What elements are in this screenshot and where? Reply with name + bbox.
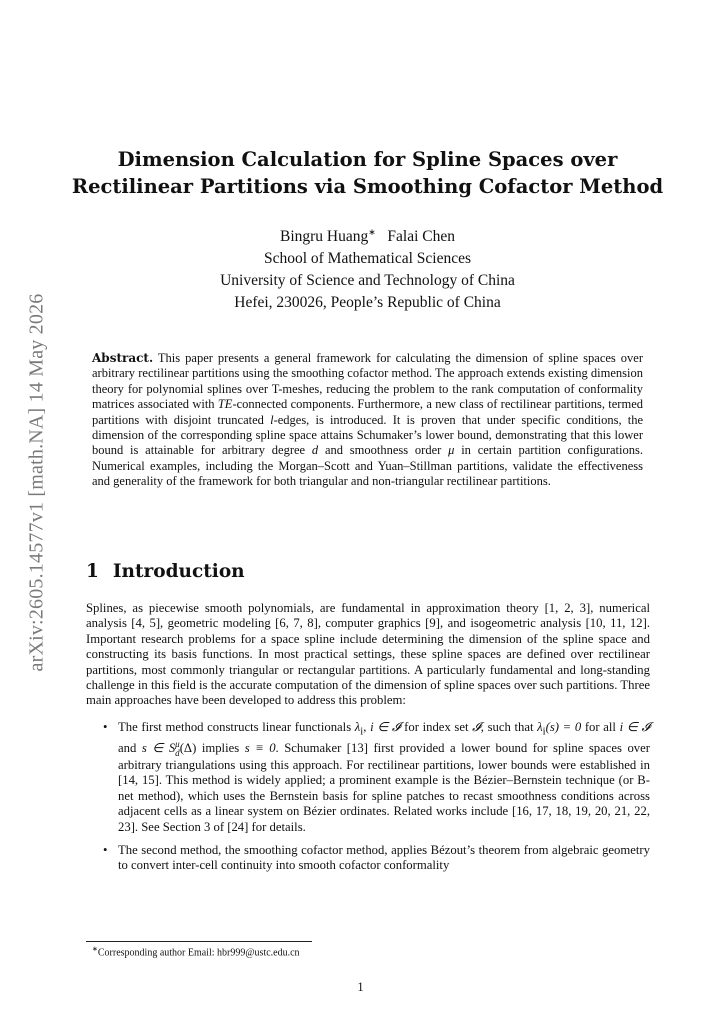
affiliation-line-2: University of Science and Technology of China xyxy=(220,272,515,290)
footnote xyxy=(92,945,592,958)
corresponding-author-mark: ∗ xyxy=(368,227,376,237)
list-item xyxy=(86,720,650,835)
abstract-te-term: TE xyxy=(217,397,233,412)
arxiv-identifier-text: arXiv:2605.14577v1 [math.NA] 14 May 2026 xyxy=(25,293,48,671)
abstract-text-4: and smoothness order xyxy=(318,443,449,458)
section-heading-introduction xyxy=(86,561,245,582)
bullet-text: for index set xyxy=(400,720,473,734)
bullet-marker: • xyxy=(103,842,108,857)
math-lambda: λ xyxy=(537,720,543,734)
abstract-text-3: -edges, is introduced. It is proven that under specific conditions, the dimension of the corresponding spline space attains Schumaker’s lower bound, demonstrating that this lower bound is attainable for arbitrary degree xyxy=(92,412,644,458)
abstract-text-1: This paper presents a general framework for calculating the dimension of spline spaces over arbitrary rectilinear partitions using the smoothing cofactor method. The approach extends existing dimension theory for polynomial splines over T-meshes, reducing the problem to the rank computation of conformality matrices associated with xyxy=(92,351,643,412)
math-index-set: 𝓘 xyxy=(472,720,481,734)
math-spline-space: s ∈ S xyxy=(141,740,176,755)
bullet-text: and xyxy=(118,740,142,755)
intro-paragraph: Splines, as piecewise smooth polynomials, are fundamental in approximation theory [1, 2, 3], numerical analysis [4, 5], geometric modeling [6, 7, 8], computer graphics [9], and isogeometric analysis [10, 11, 12]. Important research problems for a space spline include determining the dimension of the spline space and constructing its basis functions. In most practical settings, these spline spaces are defined over rectilinear partitions, most commonly triangular or rectangular partitions. A particularly fundamental and long-standing challenge in this field is the accurate computation of the dimension of spline spaces over such partitions. Three main approaches have been developed to address this problem: xyxy=(86,601,650,708)
page-number: 1 xyxy=(357,980,364,994)
math-delta: (Δ) xyxy=(179,740,197,755)
abstract-text-5: in certain partition configurations. Numerical examples, including the Morgan–Scott and Yuan–Stillman partitions, validate the effectiveness and generality of the framework for both triangular and non-triangular rectilinear partitions. xyxy=(92,443,643,489)
abstract-l-term: l xyxy=(270,412,274,427)
abstract-d-term: d xyxy=(311,443,319,458)
math-equation: (s) = 0 xyxy=(545,720,582,734)
title-line-2: Rectilinear Partitions via Smoothing Cofactor Method xyxy=(71,175,664,198)
math-lambda: λ xyxy=(354,720,361,734)
author-line xyxy=(90,221,645,248)
math-index-membership: i ∈ 𝓘 xyxy=(619,720,651,734)
bullet-text: , xyxy=(363,720,371,734)
affiliation-line-1: School of Mathematical Sciences xyxy=(263,250,472,268)
section-number: 1 xyxy=(86,561,99,582)
bullet-text: , such that xyxy=(480,720,538,734)
arxiv-identifier-stamp xyxy=(20,282,54,682)
bullet-text: implies xyxy=(196,740,245,755)
affiliation-line-3: Hefei, 230026, People’s Republic of China xyxy=(234,294,501,312)
authors-block xyxy=(90,221,645,314)
footnote-mark: ∗ xyxy=(92,945,98,953)
abstract-text-2: -connected components. Furthermore, a new class of rectilinear partitions, termed partitions with disjoint truncated xyxy=(92,397,643,427)
author-1: Bingru Huang xyxy=(279,228,369,246)
author-2: Falai Chen xyxy=(387,228,456,246)
bullet-text: The second method, the smoothing cofactor method, applies Bézout’s theorem from algebraic geometry to convert inter-cell continuity into smooth cofactor conformality xyxy=(118,842,650,873)
list-item xyxy=(86,843,650,874)
bullet-text: for all xyxy=(581,720,620,734)
math-subscript: i xyxy=(542,726,546,738)
abstract-mu-term: μ xyxy=(448,443,455,458)
math-index-membership: i ∈ 𝓘 xyxy=(370,720,401,734)
footnote-text: Corresponding author Email: hbr999@ustc.edu.cn xyxy=(97,947,300,959)
section-title: Introduction xyxy=(112,561,245,582)
abstract xyxy=(92,351,643,490)
math-subscript: d xyxy=(175,747,180,758)
math-superscript: μ xyxy=(175,738,180,749)
footnote-divider xyxy=(86,941,312,942)
abstract-label: Abstract. xyxy=(92,351,154,365)
bullet-text: The first method constructs linear functionals xyxy=(118,720,355,734)
title-line-1: Dimension Calculation for Spline Spaces over xyxy=(117,148,618,171)
math-equivalence: s ≡ 0 xyxy=(244,740,276,755)
approaches-list xyxy=(86,720,650,882)
bullet-text: . Schumaker [13] first provided a lower bound for spline spaces over arbitrary triangulations using this approach. For rectilinear partitions, lower bounds were established in [14, 15]. This method is widely applied; a prominent example is the Bézier–Bernstein technique (or B-net method), which uses the Bernstein basis for spline patches to recast smoothness conditions across adjacent cells as a linear system on Bézier ordinates. Related works include [16, 17, 18, 19, 20, 21, 22, 23]. See Section 3 of [24] for details. xyxy=(118,740,651,834)
math-subscript: i xyxy=(360,726,364,738)
paper-title xyxy=(70,146,665,200)
bullet-marker: • xyxy=(103,720,108,734)
